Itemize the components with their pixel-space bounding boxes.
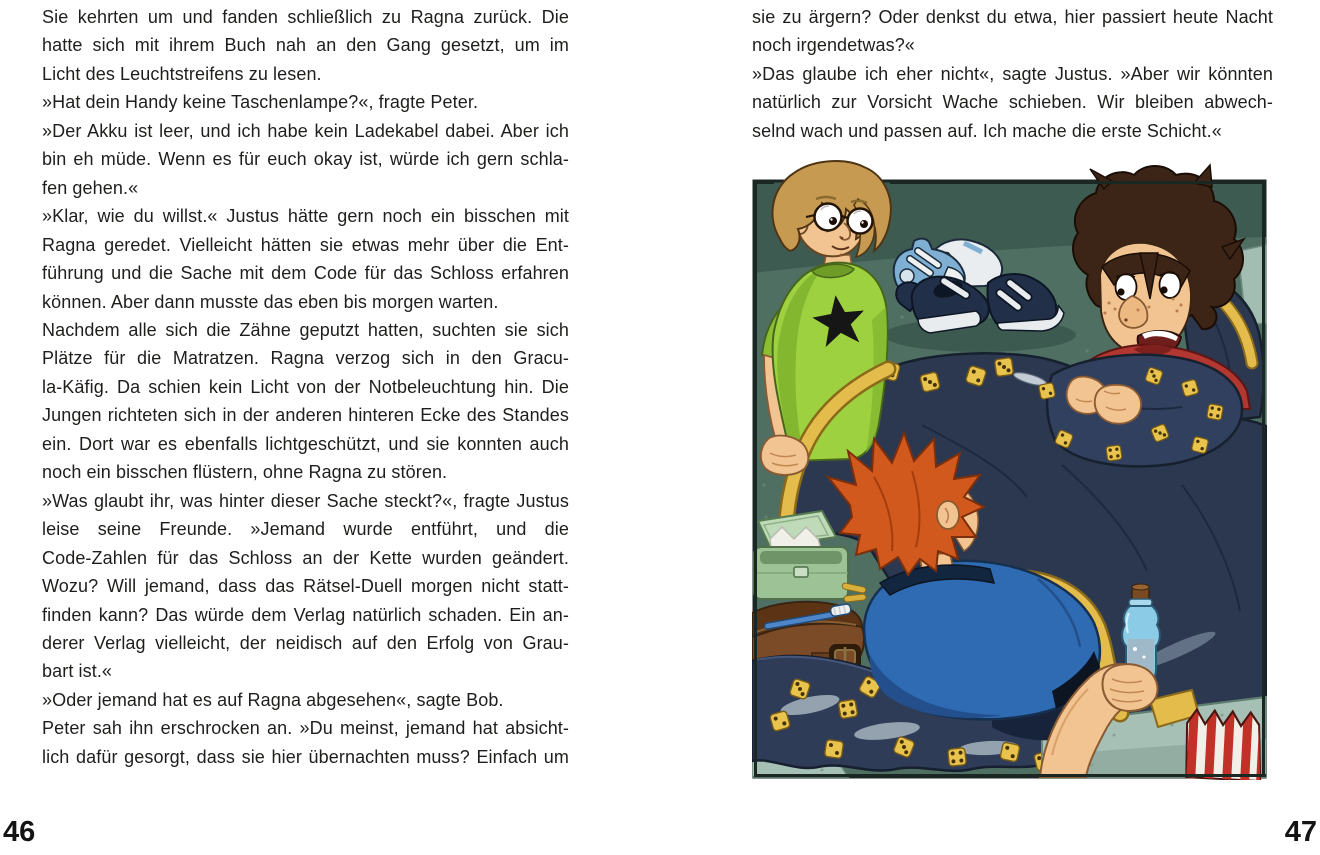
text-line: sie zu ärgern? Oder denkst du etwa, hier passiert heute Nacht: [752, 7, 1273, 27]
text-line: finden kann? Das würde dem Verlag natürlich schaden. Ein an-: [42, 604, 569, 625]
glasses-left-lens: [815, 204, 842, 231]
illustration: [752, 155, 1267, 780]
text-line: Peter sah ihn erschrocken an. »Du meinst, jemand hat absicht-: [42, 718, 569, 739]
text-line: fen gehen.«: [42, 177, 139, 198]
text-line: bin eh müde. Wenn es für euch okay ist, würde ich gern schla-: [42, 149, 569, 170]
page-number-left: 46: [3, 816, 36, 848]
text-line: Jungen richteten sich in der anderen hinteren Ecke des Standes: [42, 405, 569, 426]
blond-hand: [761, 436, 808, 475]
text-line: lich dafür gesorgt, dass sie hier übernachten muss? Einfach um: [42, 746, 569, 767]
text-line: Sie kehrten um und fanden schließlich zu Ragna zurück. Die: [42, 7, 569, 27]
text-line: bart ist.«: [42, 661, 113, 682]
text-line: »Der Akku ist leer, und ich habe kein Ladekabel dabei. Aber ich: [42, 120, 569, 141]
text-line: la-Käfig. Da schien kein Licht von der Notbeleuchtung hin. Die: [42, 376, 569, 397]
text-line: Code-Zahlen für das Schloss an der Kette wurden geändert.: [42, 547, 569, 568]
hand-on-bottle: [1103, 664, 1158, 711]
text-line: Wozu? Will jemand, dass das Rätsel-Duell morgen nicht statt-: [42, 576, 569, 597]
text-line: können. Aber dann musste das eben bis morgen warten.: [42, 291, 499, 312]
glasses-right-lens: [848, 209, 873, 234]
text-line: »Klar, wie du willst.« Justus hätte gern noch ein bisschen mit: [42, 206, 569, 227]
text-line: natürlich zur Vorsicht Wache schieben. Wir bleiben abwech-: [752, 92, 1273, 113]
text-line: leise seine Freunde. »Jemand wurde entführt, und die: [42, 519, 569, 540]
text-line: Plätze für die Matratzen. Ragna verzog sich in den Gracu-: [42, 348, 569, 369]
text-line: »Hat dein Handy keine Taschenlampe?«, fragte Peter.: [42, 92, 479, 113]
text-line: führung und die Sache mit dem Code für das Schloss erfahren: [42, 263, 569, 284]
text-line: »Das glaube ich eher nicht«, sagte Justus. »Aber wir könnten: [752, 63, 1273, 84]
text-line: derer Verlag vielleicht, der neidisch auf den Erfolg von Grau-: [42, 632, 569, 653]
right-page-text: [752, 3, 1273, 145]
text-line: ein. Dort war es ebenfalls lichtgeschützt, und sie konnten auch: [42, 433, 569, 454]
text-line: »Oder jemand hat es auf Ragna abgesehen«, sagte Bob.: [42, 689, 504, 710]
text-line: Nachdem alle sich die Zähne geputzt hatten, suchten sie sich: [42, 319, 569, 340]
left-page-text: [42, 3, 569, 771]
text-line: »Was glaubt ihr, was hinter dieser Sache steckt?«, fragte Justus: [42, 490, 569, 511]
text-line: noch irgendetwas?«: [752, 35, 915, 56]
page-number-right: 47: [1284, 816, 1317, 848]
text-line: noch ein bisschen flüstern, ohne Ragna zu stören.: [42, 462, 448, 483]
text-line: selnd wach und passen auf. Ich mache die erste Schicht.«: [752, 120, 1222, 141]
text-line: Licht des Leuchtstreifens zu lesen.: [42, 63, 322, 84]
text-line: hatte sich mit ihrem Buch nah an den Gang gesetzt, um im: [42, 35, 569, 56]
text-line: Ragna geredet. Vielleicht hätten sie etwas mehr über die Ent-: [42, 234, 569, 255]
